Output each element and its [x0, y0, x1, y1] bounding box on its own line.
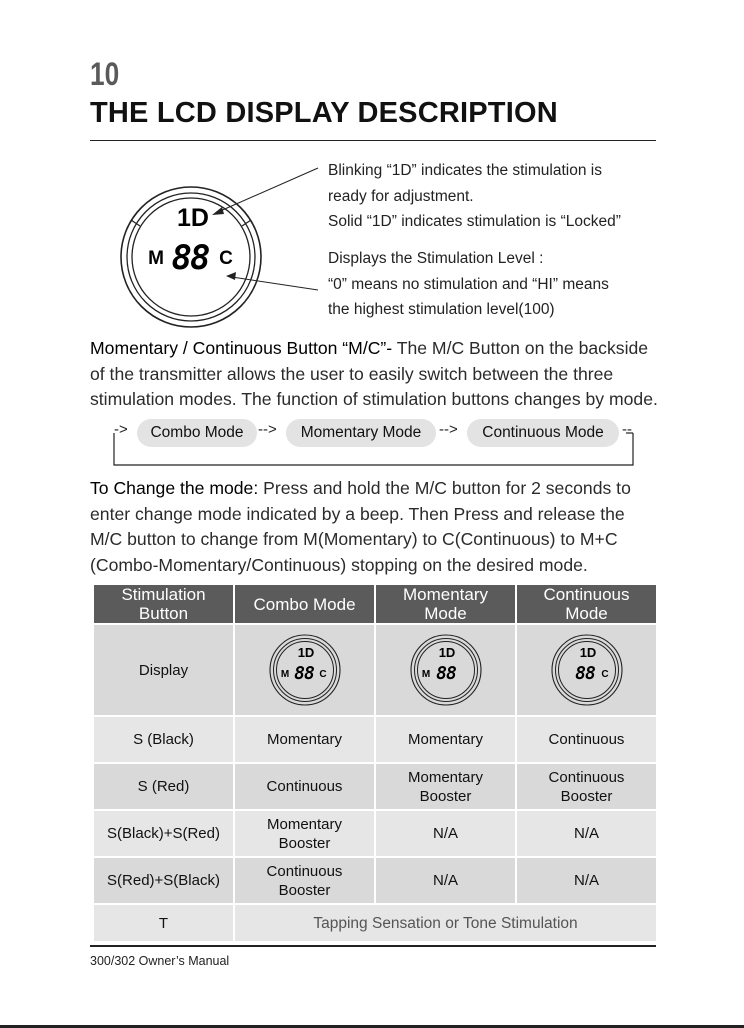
footer-divider [90, 945, 656, 947]
table-header-row [93, 584, 657, 624]
callout-line: the highest stimulation level(100) [328, 301, 555, 318]
cell-button: S(Black)+S(Red) [93, 810, 234, 857]
change-line: (Combo-Momentary/Continuous) stopping on the desired mode. [90, 554, 588, 575]
callout-line: Displays the Stimulation Level : [328, 250, 544, 267]
header-continuous-mode: Continuous Mode [516, 584, 657, 624]
cell-continuous: Continuous [516, 716, 657, 763]
svg-text:C: C [318, 669, 327, 680]
table-row [93, 857, 657, 904]
flow-arrow-mid: --> [439, 421, 458, 438]
table-row [93, 763, 657, 810]
mode-pill-momentary: Momentary Mode [286, 419, 436, 447]
cell-combo: Momentary [234, 716, 375, 763]
cell-combo: Momentary Booster [234, 810, 375, 857]
mc-button-paragraph [90, 336, 680, 413]
lcd-right-label: C [219, 248, 233, 269]
callout-line: Blinking “1D” indicates the stimulation is [328, 162, 602, 179]
change-line: M/C button to change from M(Momentary) to C(Continuous) to M+C [90, 529, 618, 549]
title-divider [90, 140, 656, 141]
svg-text:M: M [280, 669, 289, 680]
callout-line: ready for adjustment. [328, 187, 474, 205]
cell-button: S (Black) [93, 716, 234, 763]
table-row [93, 716, 657, 763]
flow-arrow-end: -- [622, 421, 632, 438]
lcd-display-icon [118, 184, 264, 330]
lcd-continuous-icon [550, 633, 624, 707]
cell-momentary: Momentary [375, 716, 516, 763]
mc-line: of the transmitter allows the user to easily switch between the three [90, 363, 614, 384]
lcd-top-label: 1D [177, 204, 209, 232]
flow-arrow-start: -> [114, 421, 128, 438]
table-row [93, 810, 657, 857]
lcd-digits: 88 [171, 238, 209, 278]
header-momentary-mode: Momentary Mode [375, 584, 516, 624]
change-mode-paragraph [90, 476, 680, 578]
mode-pill-continuous: Continuous Mode [467, 419, 619, 447]
cell-momentary: N/A [375, 810, 516, 857]
cell-button: S(Red)+S(Black) [93, 857, 234, 904]
table-row-t [93, 904, 657, 942]
svg-text:88: 88 [293, 663, 314, 684]
lcd-combo-icon [268, 633, 342, 707]
svg-text:1D: 1D [297, 645, 314, 660]
page-number: 10 [90, 56, 120, 92]
header-combo-mode: Combo Mode [234, 584, 375, 624]
svg-text:1D: 1D [438, 645, 455, 660]
mode-function-table [92, 583, 658, 943]
display-label: Display [93, 624, 234, 716]
cell-combo: Continuous Booster [234, 857, 375, 904]
mc-line: stimulation modes. The function of stimulation buttons changes by mode. [90, 389, 658, 409]
svg-text:C: C [600, 669, 609, 680]
footer-manual-title: 300/302 Owner’s Manual [90, 954, 230, 968]
cell-continuous: Continuous Booster [516, 763, 657, 810]
callout-line: Solid “1D” indicates stimulation is “Locked” [328, 213, 621, 230]
svg-text:88: 88 [435, 663, 456, 684]
cell-combo: Continuous [234, 763, 375, 810]
mc-line: The M/C Button on the backside [392, 338, 649, 358]
cell-momentary: Momentary Booster [375, 763, 516, 810]
mode-flow-diagram [90, 415, 656, 467]
cell-button: S (Red) [93, 763, 234, 810]
lcd-left-label: M [148, 248, 164, 269]
page-title: THE LCD DISPLAY DESCRIPTION [90, 97, 558, 129]
callout-text-level [328, 246, 609, 323]
display-cell-continuous [516, 624, 657, 716]
mode-pill-combo: Combo Mode [137, 419, 257, 447]
cell-continuous: N/A [516, 810, 657, 857]
cell-button: T [93, 904, 234, 942]
cell-momentary: N/A [375, 857, 516, 904]
lcd-momentary-icon [409, 633, 483, 707]
flow-arrow-mid: --> [258, 421, 277, 438]
mc-lead: Momentary / Continuous Button “M/C”- [90, 338, 393, 358]
cell-continuous: N/A [516, 857, 657, 904]
change-line: enter change mode indicated by a beep. Then Press and release the [90, 503, 625, 524]
svg-text:M: M [421, 669, 430, 680]
table-row-display [93, 624, 657, 716]
display-cell-combo [234, 624, 375, 716]
callout-line: “0” means no stimulation and “HI” means [328, 275, 609, 293]
callout-text-1d [328, 158, 621, 235]
change-line: Press and hold the M/C button for 2 seconds to [258, 478, 631, 498]
header-stimulation-button: Stimulation Button [93, 584, 234, 624]
cell-t-description: Tapping Sensation or Tone Stimulation [234, 904, 657, 942]
change-lead: To Change the mode: [90, 478, 259, 498]
display-cell-momentary [375, 624, 516, 716]
svg-text:1D: 1D [579, 645, 596, 660]
svg-text:88: 88 [574, 663, 595, 684]
